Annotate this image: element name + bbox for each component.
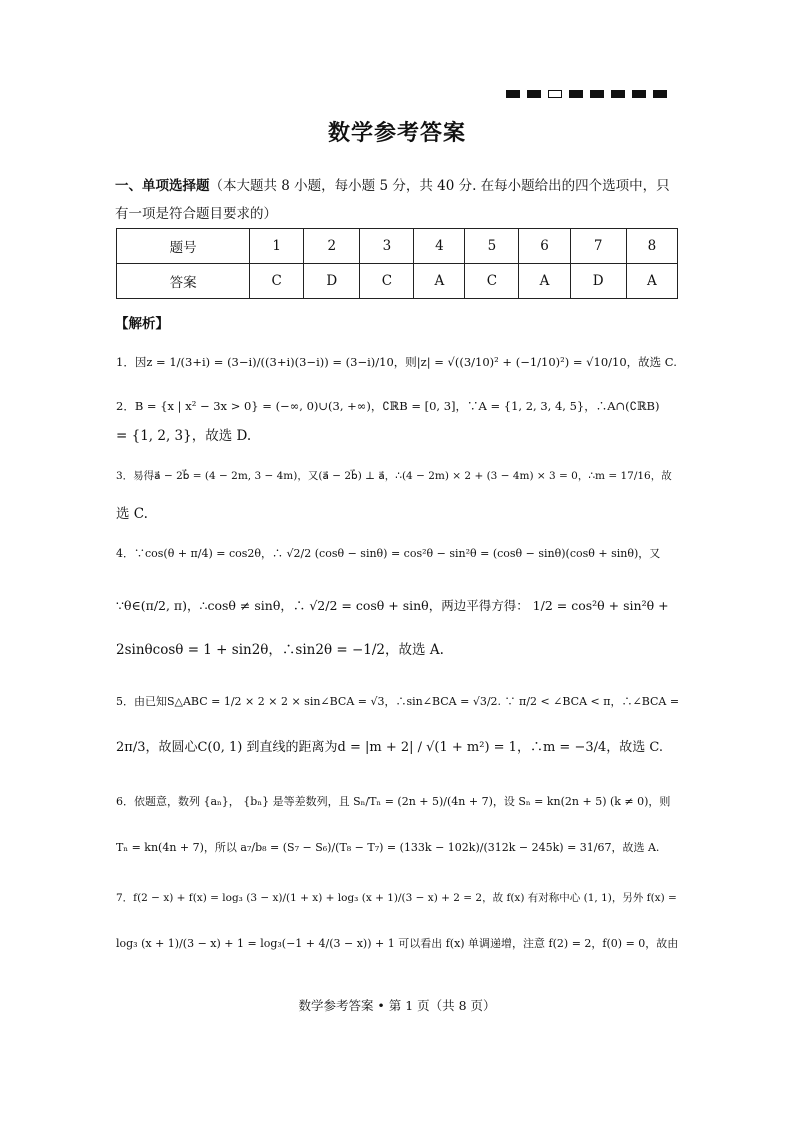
solution-4-line3: 2sinθcosθ = 1 + sin2θ，∴sin2θ = −1/2，故选 A. — [116, 642, 444, 658]
mark-square — [590, 90, 604, 98]
solution-1: 1．因z = 1/(3+i) = (3−i)/((3+i)(3−i)) = (3−i)/10，则|z| = √((3/10)² + (−1/10)²) = √10/10，故选 C. — [116, 355, 677, 369]
solution-4-line2: ∵θ∈(π/2, π)，∴cosθ ≠ sinθ，∴ √2/2 = cosθ + sinθ，两边平得方得： 1/2 = cos²θ + sin²θ + — [116, 598, 669, 613]
mark-square — [506, 90, 520, 98]
answer-table — [116, 228, 678, 299]
header-marks — [506, 90, 667, 98]
solution-2-line1: 2．B = {x | x² − 3x > 0} = (−∞, 0)∪(3, +∞)，∁ℝB = [0, 3]，∵A = {1, 2, 3, 4, 5}，∴A∩(∁ℝB) — [116, 399, 660, 413]
table-cell: 6 — [519, 229, 570, 264]
table-row — [117, 264, 678, 299]
table-cell: A — [414, 264, 465, 299]
section-note-line2: 有一项是符合题目要求的） — [115, 206, 277, 222]
table-cell: D — [570, 264, 626, 299]
mark-square-hollow — [548, 90, 562, 98]
section-heading — [115, 172, 680, 228]
table-cell: 1 — [250, 229, 304, 264]
table-header-cell: 答案 — [117, 264, 250, 299]
mark-square — [527, 90, 541, 98]
table-cell: 2 — [304, 229, 360, 264]
table-cell: D — [304, 264, 360, 299]
analysis-label: 【解析】 — [115, 316, 169, 332]
page-footer: 数学参考答案 • 第 1 页（共 8 页） — [298, 998, 496, 1013]
table-cell: C — [250, 264, 304, 299]
section-note-line1: （本大题共 8 小题，每小题 5 分，共 40 分. 在每小题给出的四个选项中，只 — [209, 178, 670, 194]
table-row — [117, 229, 678, 264]
solution-5-line1: 5．由已知S△ABC = 1/2 × 2 × 2 × sin∠BCA = √3，∴sin∠BCA = √3/2. ∵ π/2 < ∠BCA < π，∴∠BCA = — [116, 695, 680, 708]
solution-6-line2: Tₙ = kn(4n + 7)，所以 a₇/b₈ = (S₇ − S₆)/(T₈ − T₇) = (133k − 102k)/(312k − 245k) = 31/67，故选 A. — [116, 841, 660, 854]
table-cell: 8 — [626, 229, 677, 264]
table-cell: 3 — [360, 229, 414, 264]
page-title: 数学参考答案 — [327, 121, 466, 146]
table-cell: A — [626, 264, 677, 299]
table-cell: 4 — [414, 229, 465, 264]
table-cell: 7 — [570, 229, 626, 264]
table-cell: C — [465, 264, 519, 299]
table-header-cell: 题号 — [117, 229, 250, 264]
mark-square — [653, 90, 667, 98]
solution-3-line2: 选 C. — [116, 506, 148, 522]
table-cell: A — [519, 264, 570, 299]
section-title: 一、单项选择题 — [115, 178, 210, 194]
table-cell: 5 — [465, 229, 519, 264]
mark-square — [611, 90, 625, 98]
mark-square — [632, 90, 646, 98]
solution-3-line1: 3．易得a⃗ − 2b⃗ = (4 − 2m, 3 − 4m)，又(a⃗ − 2b⃗) ⊥ a⃗，∴(4 − 2m) × 2 + (3 − 4m) × 3 = 0，∴m = 17/16，故 — [116, 470, 672, 482]
solution-2-line2: = {1, 2, 3}，故选 D. — [116, 428, 252, 444]
mark-square — [569, 90, 583, 98]
solution-6-line1: 6．依题意，数列 {aₙ}， {bₙ} 是等差数列，且 Sₙ/Tₙ = (2n + 5)/(4n + 7)，设 Sₙ = kn(2n + 5) (k ≠ 0)，则 — [116, 795, 671, 808]
solution-7-line1: 7．f(2 − x) + f(x) = log₃ (3 − x)/(1 + x) + log₃ (x + 1)/(3 − x) + 2 = 2，故 f(x) 有对称中心 (1, 1)，另外 f(x) = — [116, 892, 677, 904]
solution-5-line2: 2π/3，故圆心C(0, 1) 到直线的距离为d = |m + 2| / √(1 + m²) = 1，∴m = −3/4，故选 C. — [116, 740, 664, 755]
solution-4-line1: 4．∵cos(θ + π/4) = cos2θ，∴ √2/2 (cosθ − sinθ) = cos²θ − sin²θ = (cosθ − sinθ)(cosθ + sinθ)，又 — [116, 547, 661, 560]
solution-7-line2: log₃ (x + 1)/(3 − x) + 1 = log₃(−1 + 4/(3 − x)) + 1 可以看出 f(x) 单调递增，注意 f(2) = 2，f(0) = 0，故由 — [116, 937, 679, 950]
table-cell: C — [360, 264, 414, 299]
